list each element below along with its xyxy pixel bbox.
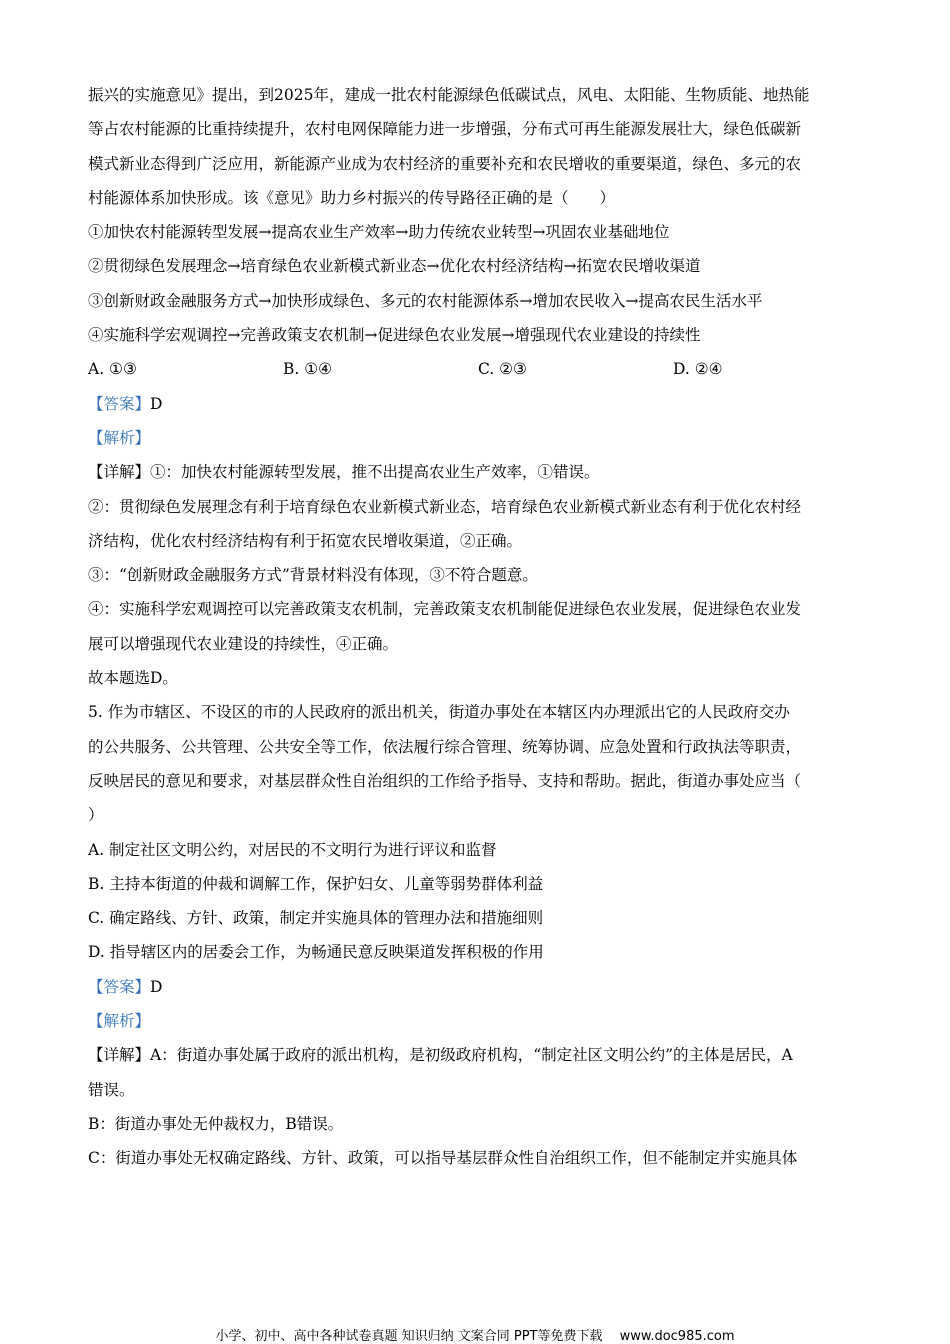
q5-detail-line-1 — [88, 1038, 868, 1072]
q5-detail-text-1: A：街道办事处属于政府的派出机构，是初级政府机构，“制定社区文明公约”的主体是居民，A — [150, 1046, 793, 1065]
q5-option-d: D. 指导辖区内的居委会工作，为畅通民意反映渠道发挥积极的作用 — [88, 943, 544, 962]
q4-option-d: D. ②④ — [673, 360, 723, 379]
q4-option-c: C. ②③ — [478, 360, 527, 379]
q4-answer-value: D — [150, 394, 163, 413]
q4-item-2: ②贯彻绿色发展理念→培育绿色农业新模式新业态→优化农村经济结构→拓宽农民增收渠道 — [88, 257, 701, 276]
question-5 — [88, 695, 868, 1175]
q4-item-3: ③创新财政金融服务方式→加快形成绿色、多元的农村能源体系→增加农民收入→提高农民生活水平 — [88, 291, 763, 310]
page-footer: 小学、初中、高中各种试卷真题 知识归纳 文案合同 PPT等免费下载 www.doc985.com — [215, 1329, 735, 1344]
q5-stem-line-1: 5. 作为市辖区、不设区的市的人民政府的派出机关，街道办事处在本辖区内办理派出它的人民政府交办 — [88, 703, 790, 722]
q4-answer-tag: 【答案】 — [88, 394, 151, 413]
q4-analysis-tag: 【解析】 — [88, 428, 151, 447]
q5-stem-line-2: 的公共服务、公共管理、公共安全等工作，依法履行综合管理、统筹协调、应急处置和行政执法等职责， — [88, 737, 802, 756]
q5-option-c: C. 确定路线、方针、政策，制定并实施具体的管理办法和措施细则 — [88, 909, 544, 928]
q5-detail-tag: 【详解】 — [88, 1046, 151, 1065]
q4-detail-text-1: ①：加快农村能源转型发展，推不出提高农业生产效率，①错误。 — [150, 463, 600, 482]
q4-detail-line-2: ②：贯彻绿色发展理念有利于培育绿色农业新模式新业态，培育绿色农业新模式新业态有利于优化农村经 — [88, 497, 802, 516]
q5-stem-line-3: 反映居民的意见和要求，对基层群众性自治组织的工作给予指导、支持和帮助。据此，街道办事处应当（ — [88, 771, 802, 790]
q4-detail-tag: 【详解】 — [88, 463, 151, 482]
q5-option-a: A. 制定社区文明公约，对居民的不文明行为进行评议和监督 — [88, 840, 497, 859]
q4-options — [88, 352, 868, 386]
q4-option-a: A. ①③ — [88, 360, 137, 379]
q5-detail-line-4: C：街道办事处无权确定路线、方针、政策，可以指导基层群众性自治组织工作，但不能制定并实施具体 — [88, 1149, 798, 1168]
q4-detail-line-1 — [88, 455, 868, 489]
q4-detail-line-6: 展可以增强现代农业建设的持续性，④正确。 — [88, 634, 399, 653]
q5-analysis-tag: 【解析】 — [88, 1012, 151, 1031]
q4-item-4: ④实施科学宏观调控→完善政策支农机制→促进绿色农业发展→增强现代农业建设的持续性 — [88, 326, 701, 345]
q4-option-b: B. ①④ — [283, 360, 333, 379]
q5-option-b: B. 主持本街道的仲裁和调解工作，保护妇女、儿童等弱势群体利益 — [88, 874, 544, 893]
q5-answer-tag: 【答案】 — [88, 977, 151, 996]
q4-detail-line-4: ③：“创新财政金融服务方式”背景材料没有体现，③不符合题意。 — [88, 566, 538, 585]
q4-detail-line-3: 济结构，优化农村经济结构有利于拓宽农民增收渠道，②正确。 — [88, 531, 523, 550]
q5-answer — [88, 970, 868, 1004]
document-body — [88, 78, 868, 1176]
q5-answer-value: D — [150, 977, 163, 996]
q5-detail-line-2: 错误。 — [88, 1080, 135, 1099]
q4-item-1: ①加快农村能源转型发展→提高农业生产效率→助力传统农业转型→巩固农业基础地位 — [88, 223, 670, 242]
q4-stem-line-4: 村能源体系加快形成。该《意见》助力乡村振兴的传导路径正确的是（ ） — [88, 188, 616, 207]
q5-detail-line-3: B：街道办事处无仲裁权力，B错误。 — [88, 1114, 344, 1133]
q4-detail-line-5: ④：实施科学宏观调控可以完善政策支农机制，完善政策支农机制能促进绿色农业发展，促进绿色农业发 — [88, 600, 802, 619]
q4-stem-line-2: 等占农村能源的比重持续提升，农村电网保障能力进一步增强，分布式可再生能源发展壮大，绿色低碳新 — [88, 120, 802, 139]
q4-answer — [88, 387, 868, 421]
q4-stem-line-3: 模式新业态得到广泛应用，新能源产业成为农村经济的重要补充和农民增收的重要渠道，绿色、多元的农 — [88, 154, 802, 173]
q5-stem-line-4: ） — [88, 806, 104, 825]
question-4 — [88, 78, 868, 695]
q4-stem-line-1: 振兴的实施意见》提出，到2025年，建成一批农村能源绿色低碳试点，风电、太阳能、生物质能、地热能 — [88, 86, 810, 104]
q4-conclusion: 故本题选D。 — [88, 669, 178, 688]
